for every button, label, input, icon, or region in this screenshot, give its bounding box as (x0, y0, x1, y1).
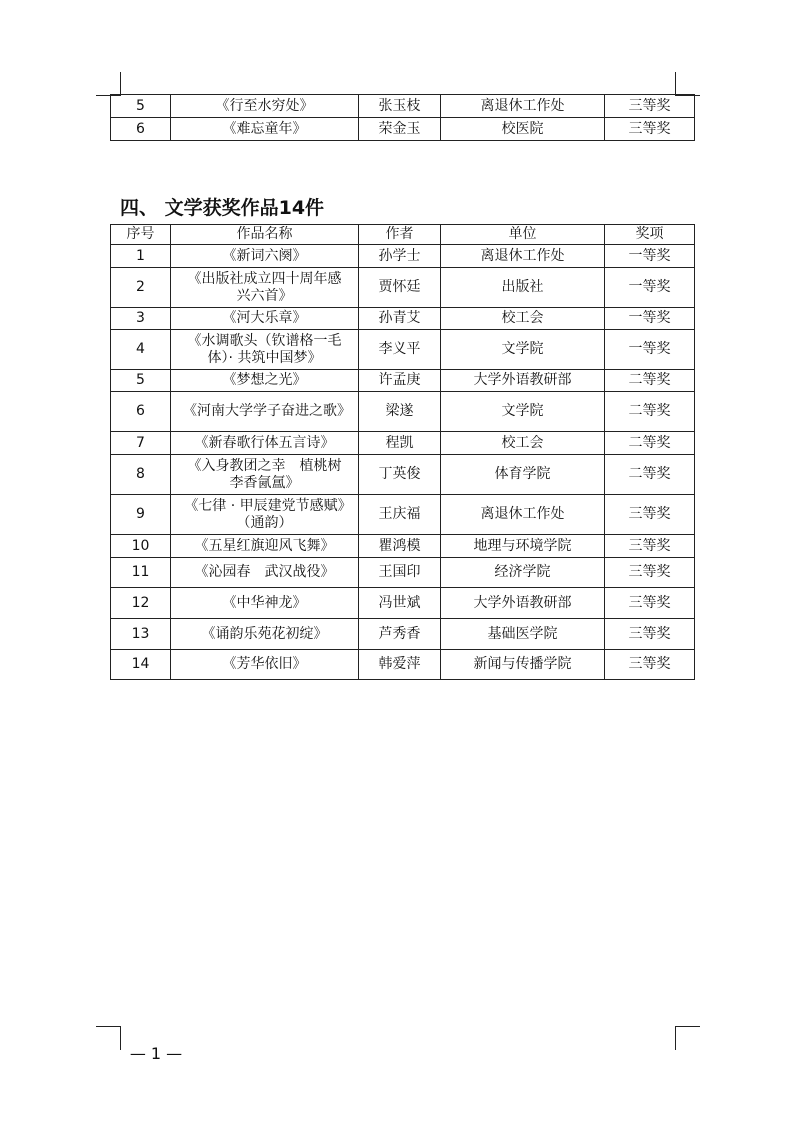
table-row (111, 495, 695, 535)
page-number: — 1 — (129, 1044, 183, 1063)
cell-no: 12 (111, 588, 171, 619)
table-row (111, 245, 695, 268)
cell-unit: 校工会 (441, 308, 605, 330)
table-row (111, 392, 695, 432)
cell-no: 3 (111, 308, 171, 330)
cell-unit: 校医院 (441, 118, 605, 141)
table-row (111, 455, 695, 495)
cell-award: 二等奖 (605, 392, 695, 432)
cell-unit: 离退休工作处 (441, 495, 605, 535)
cell-no: 11 (111, 558, 171, 588)
cell-title: 《中华神龙》 (171, 588, 359, 619)
cell-award: 三等奖 (605, 558, 695, 588)
cell-author: 张玉枝 (359, 95, 441, 118)
table-row (111, 370, 695, 392)
cell-award: 二等奖 (605, 455, 695, 495)
table-row (111, 308, 695, 330)
cell-unit: 新闻与传播学院 (441, 650, 605, 680)
table-row (111, 558, 695, 588)
section-title: 四、 文学获奖作品14件 (120, 197, 325, 219)
table-header-row (111, 225, 695, 245)
cell-award: 一等奖 (605, 268, 695, 308)
crop-mark-top-right (675, 72, 676, 96)
cell-author: 孙学士 (359, 245, 441, 268)
header-unit: 单位 (441, 225, 605, 245)
cell-award: 三等奖 (605, 588, 695, 619)
cell-unit: 离退休工作处 (441, 95, 605, 118)
cell-unit: 地理与环境学院 (441, 535, 605, 558)
cell-title: 《沁园春 武汉战役》 (171, 558, 359, 588)
cell-unit: 经济学院 (441, 558, 605, 588)
cell-unit: 离退休工作处 (441, 245, 605, 268)
cell-author: 程凯 (359, 432, 441, 455)
crop-mark-bottom-right (675, 1026, 700, 1027)
cell-author: 王国印 (359, 558, 441, 588)
header-award: 奖项 (605, 225, 695, 245)
cell-author: 瞿鸿模 (359, 535, 441, 558)
cell-no: 5 (111, 95, 171, 118)
cell-author: 韩爱萍 (359, 650, 441, 680)
continuation-table (110, 94, 695, 141)
cell-unit: 大学外语教研部 (441, 370, 605, 392)
table-row (111, 330, 695, 370)
cell-title: 《七律 · 甲辰建党节感赋》（通韵） (171, 495, 359, 535)
crop-mark-top-left (120, 72, 121, 96)
table-row (111, 118, 695, 141)
cell-no: 9 (111, 495, 171, 535)
cell-unit: 出版社 (441, 268, 605, 308)
cell-title: 《行至水穷处》 (171, 95, 359, 118)
cell-unit: 基础医学院 (441, 619, 605, 650)
cell-unit: 大学外语教研部 (441, 588, 605, 619)
cell-author: 荣金玉 (359, 118, 441, 141)
table-row (111, 95, 695, 118)
cell-title: 《新词六阕》 (171, 245, 359, 268)
cell-unit: 体育学院 (441, 455, 605, 495)
cell-author: 冯世斌 (359, 588, 441, 619)
cell-award: 二等奖 (605, 370, 695, 392)
cell-no: 4 (111, 330, 171, 370)
cell-title: 《梦想之光》 (171, 370, 359, 392)
table-row (111, 268, 695, 308)
cell-title: 《入身教团之幸 植桃树李香氤氲》 (171, 455, 359, 495)
cell-title: 《河南大学学子奋进之歌》 (171, 392, 359, 432)
cell-author: 梁遂 (359, 392, 441, 432)
table-row (111, 588, 695, 619)
header-author: 作者 (359, 225, 441, 245)
awards-table (110, 224, 695, 680)
cell-no: 6 (111, 118, 171, 141)
table-row (111, 619, 695, 650)
cell-award: 一等奖 (605, 308, 695, 330)
table-row (111, 535, 695, 558)
cell-title: 《水调歌头（钦谱格一毛体）· 共筑中国梦》 (171, 330, 359, 370)
cell-author: 李义平 (359, 330, 441, 370)
cell-author: 许孟庚 (359, 370, 441, 392)
cell-award: 三等奖 (605, 95, 695, 118)
cell-award: 三等奖 (605, 650, 695, 680)
cell-no: 8 (111, 455, 171, 495)
cell-author: 王庆福 (359, 495, 441, 535)
cell-author: 贾怀廷 (359, 268, 441, 308)
cell-unit: 文学院 (441, 330, 605, 370)
cell-award: 二等奖 (605, 432, 695, 455)
cell-title: 《五星红旗迎风飞舞》 (171, 535, 359, 558)
cell-title: 《河大乐章》 (171, 308, 359, 330)
cell-title: 《新春歌行体五言诗》 (171, 432, 359, 455)
cell-unit: 校工会 (441, 432, 605, 455)
cell-author: 芦秀香 (359, 619, 441, 650)
header-title: 作品名称 (171, 225, 359, 245)
crop-mark-bottom-left (96, 1026, 121, 1027)
cell-award: 三等奖 (605, 495, 695, 535)
cell-no: 10 (111, 535, 171, 558)
cell-author: 孙青艾 (359, 308, 441, 330)
cell-no: 2 (111, 268, 171, 308)
cell-title: 《难忘童年》 (171, 118, 359, 141)
cell-award: 三等奖 (605, 118, 695, 141)
cell-no: 1 (111, 245, 171, 268)
cell-author: 丁英俊 (359, 455, 441, 495)
cell-award: 三等奖 (605, 535, 695, 558)
cell-award: 一等奖 (605, 245, 695, 268)
cell-award: 一等奖 (605, 330, 695, 370)
cell-no: 7 (111, 432, 171, 455)
cell-no: 14 (111, 650, 171, 680)
cell-title: 《诵韵乐苑花初绽》 (171, 619, 359, 650)
header-no: 序号 (111, 225, 171, 245)
cell-no: 5 (111, 370, 171, 392)
cell-no: 13 (111, 619, 171, 650)
cell-title: 《出版社成立四十周年感兴六首》 (171, 268, 359, 308)
cell-no: 6 (111, 392, 171, 432)
table-row (111, 650, 695, 680)
cell-title: 《芳华依旧》 (171, 650, 359, 680)
cell-unit: 文学院 (441, 392, 605, 432)
cell-award: 三等奖 (605, 619, 695, 650)
table-row (111, 432, 695, 455)
crop-mark-bottom-right-v (675, 1026, 676, 1050)
